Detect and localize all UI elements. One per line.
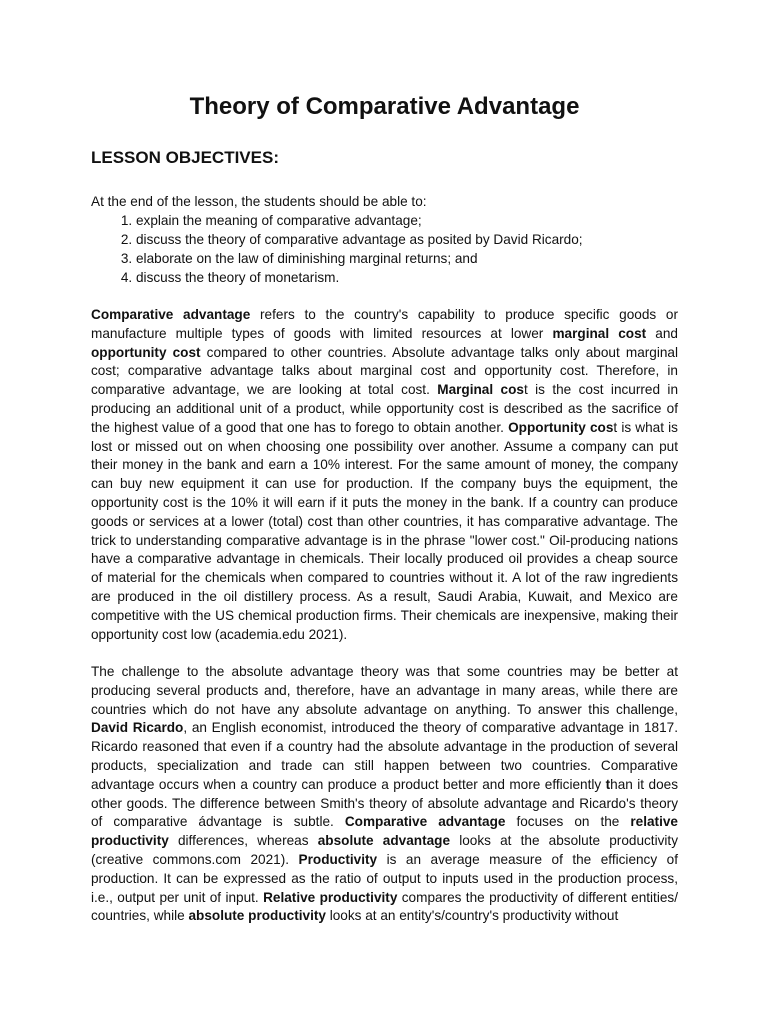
paragraph-ricardo-challenge bbox=[91, 663, 678, 926]
bold-term: relative productivity bbox=[91, 814, 678, 849]
bold-term: t bbox=[605, 776, 611, 792]
objective-item: 1. explain the meaning of comparative advantage; bbox=[136, 211, 678, 230]
bold-term: Comparative advantage bbox=[344, 814, 506, 830]
bold-term: absolute productivity bbox=[188, 908, 326, 924]
text-run: looks at the absolute productivity (creative commons.com 2021). bbox=[91, 833, 678, 867]
text-run: t is the cost incurred in producing an additional unit of a product, while opportunity cost is described as the sacrifice of the highest value of a good that one has to forego to obtain another. bbox=[91, 382, 679, 435]
text-run: compares the productivity of different entities/ countries, while bbox=[91, 889, 678, 924]
bold-term: Opportunity cos bbox=[508, 419, 614, 435]
objectives-heading: LESSON OBJECTIVES: bbox=[91, 148, 279, 167]
text-run: , an English economist, introduced the theory of comparative advantage in 1817. Ricardo reasoned that even if a country had the absolute advantage in the production of several products, specialization and trade can still happen between two countries. Comparative advantage occurs when a country can produce a product better and more efficiently bbox=[91, 720, 679, 792]
text-run: is an average measure of the efficiency of production. It can be expressed as the ratio of output to inputs used in the production process, i.e., output per unit of input. bbox=[91, 851, 678, 905]
bold-term: absolute advantage bbox=[317, 833, 451, 849]
bold-term: Comparative advantage bbox=[91, 307, 251, 322]
objective-item: 3. elaborate on the law of diminishing marginal returns; and bbox=[136, 249, 678, 268]
objective-item: 4. discuss the theory of monetarism. bbox=[136, 268, 678, 287]
bold-term: opportunity cost bbox=[91, 344, 201, 360]
document-title: Theory of Comparative Advantage bbox=[189, 93, 580, 120]
text-run: differences, whereas bbox=[168, 833, 318, 849]
text-run: han it does other goods. The difference between Smith's theory of absolute advantage and Ricardo's theory of comparative ádvantage is subtle. bbox=[91, 776, 679, 830]
text-run: focuses on the bbox=[505, 814, 631, 830]
text-run: t is what is lost or missed out on when choosing one possibility over another. Assume a company can put their money in the bank and earn a 10% interest. For the same amount of money, the company can buy new equipment it can use for production. If the company buys the equipment, the opportunity cost is the 10% it will earn if it puts the money in the bank. If a country can produce goods or services at a lower (total) cost than other countries, it has comparative advantage. The trick to understanding comparative advantage is in the phrase "lower cost." Oil-producing nations have a comparative advantage in chemicals. Their locally produced oil provides a cheap source of material for the chemicals when compared to countries without it. A lot of the raw ingredients are produced in the oil distillery process. As a result, Saudi Arabia, Kuwait, and Mexico are competitive with the US chemical production firms. Their chemicals are inexpensive, making their opportunity cost low (academia.edu 2021). bbox=[91, 419, 678, 642]
text-run: refers to the country's capability to produce specific goods or manufacture multiple types of goods with limited resources at lower bbox=[91, 307, 678, 341]
bold-term: Relative productivity bbox=[263, 889, 398, 905]
objective-item: 2. discuss the theory of comparative advantage as posited by David Ricardo; bbox=[136, 230, 678, 249]
bold-term: David Ricardo bbox=[91, 720, 184, 736]
text-run: looks at an entity's/country's productivity without bbox=[325, 908, 619, 924]
bold-term: Productivity bbox=[298, 851, 378, 867]
bold-term: Marginal cos bbox=[437, 382, 524, 398]
text-run: and bbox=[646, 325, 678, 341]
objectives-list bbox=[91, 211, 678, 287]
bold-term: marginal cost bbox=[552, 325, 647, 341]
objectives-intro: At the end of the lesson, the students should be able to: bbox=[91, 194, 427, 209]
text-run: compared to other countries. Absolute advantage talks only about marginal cost; comparative advantage talks about marginal cost and opportunity cost. Therefore, in comparative advantage, we are looking at total cost. bbox=[91, 344, 678, 398]
paragraph-comparative-advantage bbox=[91, 306, 678, 644]
text-run: The challenge to the absolute advantage theory was that some countries may be better at producing several products and, therefore, have an advantage in many areas, while there are countries which do not have any absolute advantage on anything. To answer this challenge, bbox=[91, 664, 678, 717]
